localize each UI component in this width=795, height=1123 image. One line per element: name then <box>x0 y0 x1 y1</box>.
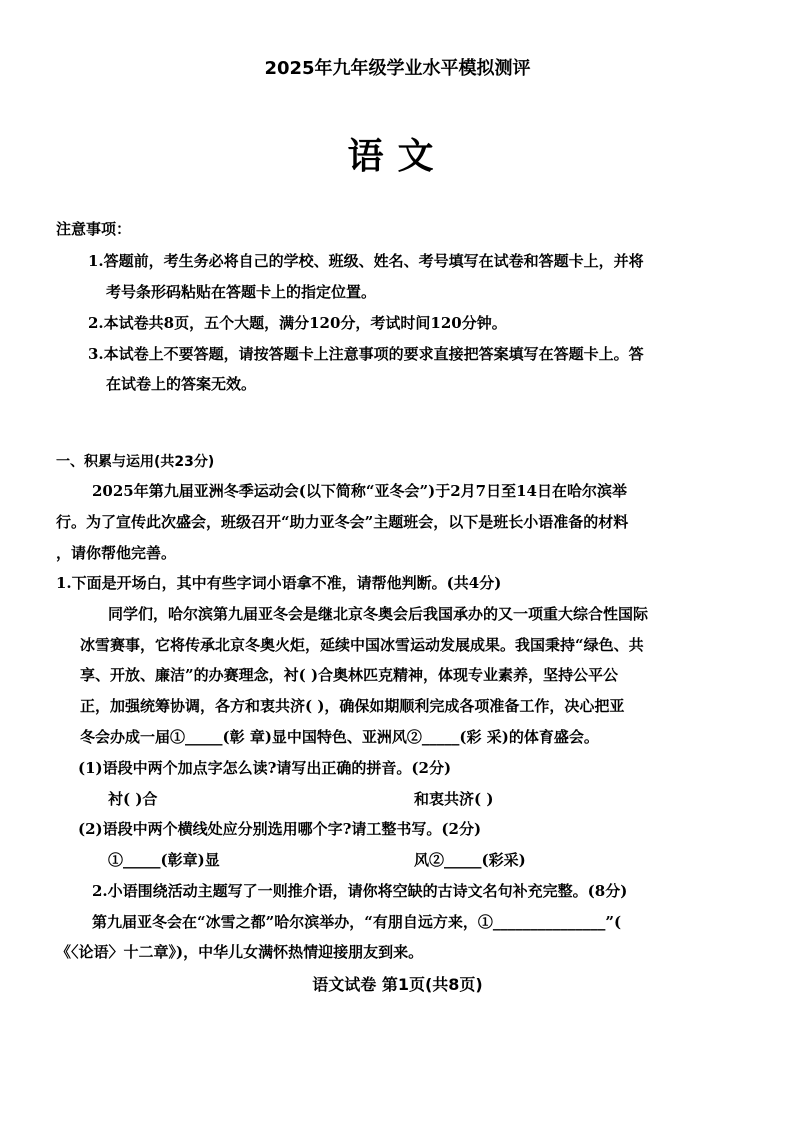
notice-item: 3.本试卷上不要答题，请按答题卡上注意事项的要求直接把答案填写在答题卡上。答 <box>88 345 644 363</box>
subquestion-2: (2)语段中两个横线处应分别选用哪个字?请工整书写。(2分) <box>78 820 482 838</box>
page-footer: 语文试卷 第1页(共8页) <box>312 975 483 994</box>
question-2-stem: 2.小语围绕活动主题写了一则推介语，请你将空缺的古诗文名句补充完整。(8分) <box>92 882 628 900</box>
char-blank-1: ①_____(彰章)显 <box>108 851 220 869</box>
notice-item: 在试卷上的答案无效。 <box>106 375 257 393</box>
passage-line: 享、开放、廉洁”的办赛理念，衬( )合奥林匹克精神，体现专业素养，坚持公平公 <box>80 666 619 684</box>
notice-item: 1.答题前，考生务必将自己的学校、班级、姓名、考号填写在试卷和答题卡上，并将 <box>88 252 644 270</box>
question-2-line: 第九届亚冬会在“冰雪之都”哈尔滨举办，“有朋自远方来，①_______________”( <box>92 913 622 931</box>
notice-heading: 注意事项： <box>56 220 132 238</box>
notice-item: 2.本试卷共8页，五个大题，满分120分，考试时间120分钟。 <box>88 314 507 332</box>
notice-item: 考号条形码粘贴在答题卡上的指定位置。 <box>106 283 377 301</box>
passage-line: 冰雪赛事，它将传承北京冬奥火炬，延续中国冰雪运动发展成果。我国秉持“绿色、共 <box>80 636 644 654</box>
subject-title: 语文 <box>347 136 448 177</box>
pinyin-blank-2: 和衷共济( ) <box>414 790 494 808</box>
pinyin-blank-1: 衬( )合 <box>108 790 158 808</box>
passage-line: 同学们，哈尔滨第九届亚冬会是继北京冬奥会后我国承办的又一项重大综合性国际 <box>108 605 649 623</box>
intro-line: 行。为了宣传此次盛会，班级召开“助力亚冬会”主题班会，以下是班长小语准备的材料 <box>56 513 629 531</box>
passage-line: 正，加强统筹协调，各方和衷共济( )，确保如期顺利完成各项准备工作，决心把亚 <box>80 697 625 715</box>
section-heading: 一、积累与运用(共23分) <box>56 454 215 470</box>
question-1-stem: 1.下面是开场白，其中有些字词小语拿不准，请帮他判断。(共4分) <box>56 574 502 592</box>
intro-line: 2025年第九届亚洲冬季运动会(以下简称“亚冬会”)于2月7日至14日在哈尔滨举 <box>92 482 627 500</box>
char-blank-2: 风②_____(彩采) <box>414 851 526 869</box>
exam-title: 2025年九年级学业水平模拟测评 <box>264 58 531 79</box>
question-2-line: 《〈论语〉十二章》)，中华儿女满怀热情迎接朋友到来。 <box>56 943 424 961</box>
passage-line: 冬会办成一届①_____(彰 章)显中国特色、亚洲风②_____(彩 采)的体育盛会。 <box>80 728 599 746</box>
subquestion-1: (1)语段中两个加点字怎么读?请写出正确的拼音。(2分) <box>78 759 452 777</box>
intro-line: ，请你帮他完善。 <box>56 544 177 562</box>
